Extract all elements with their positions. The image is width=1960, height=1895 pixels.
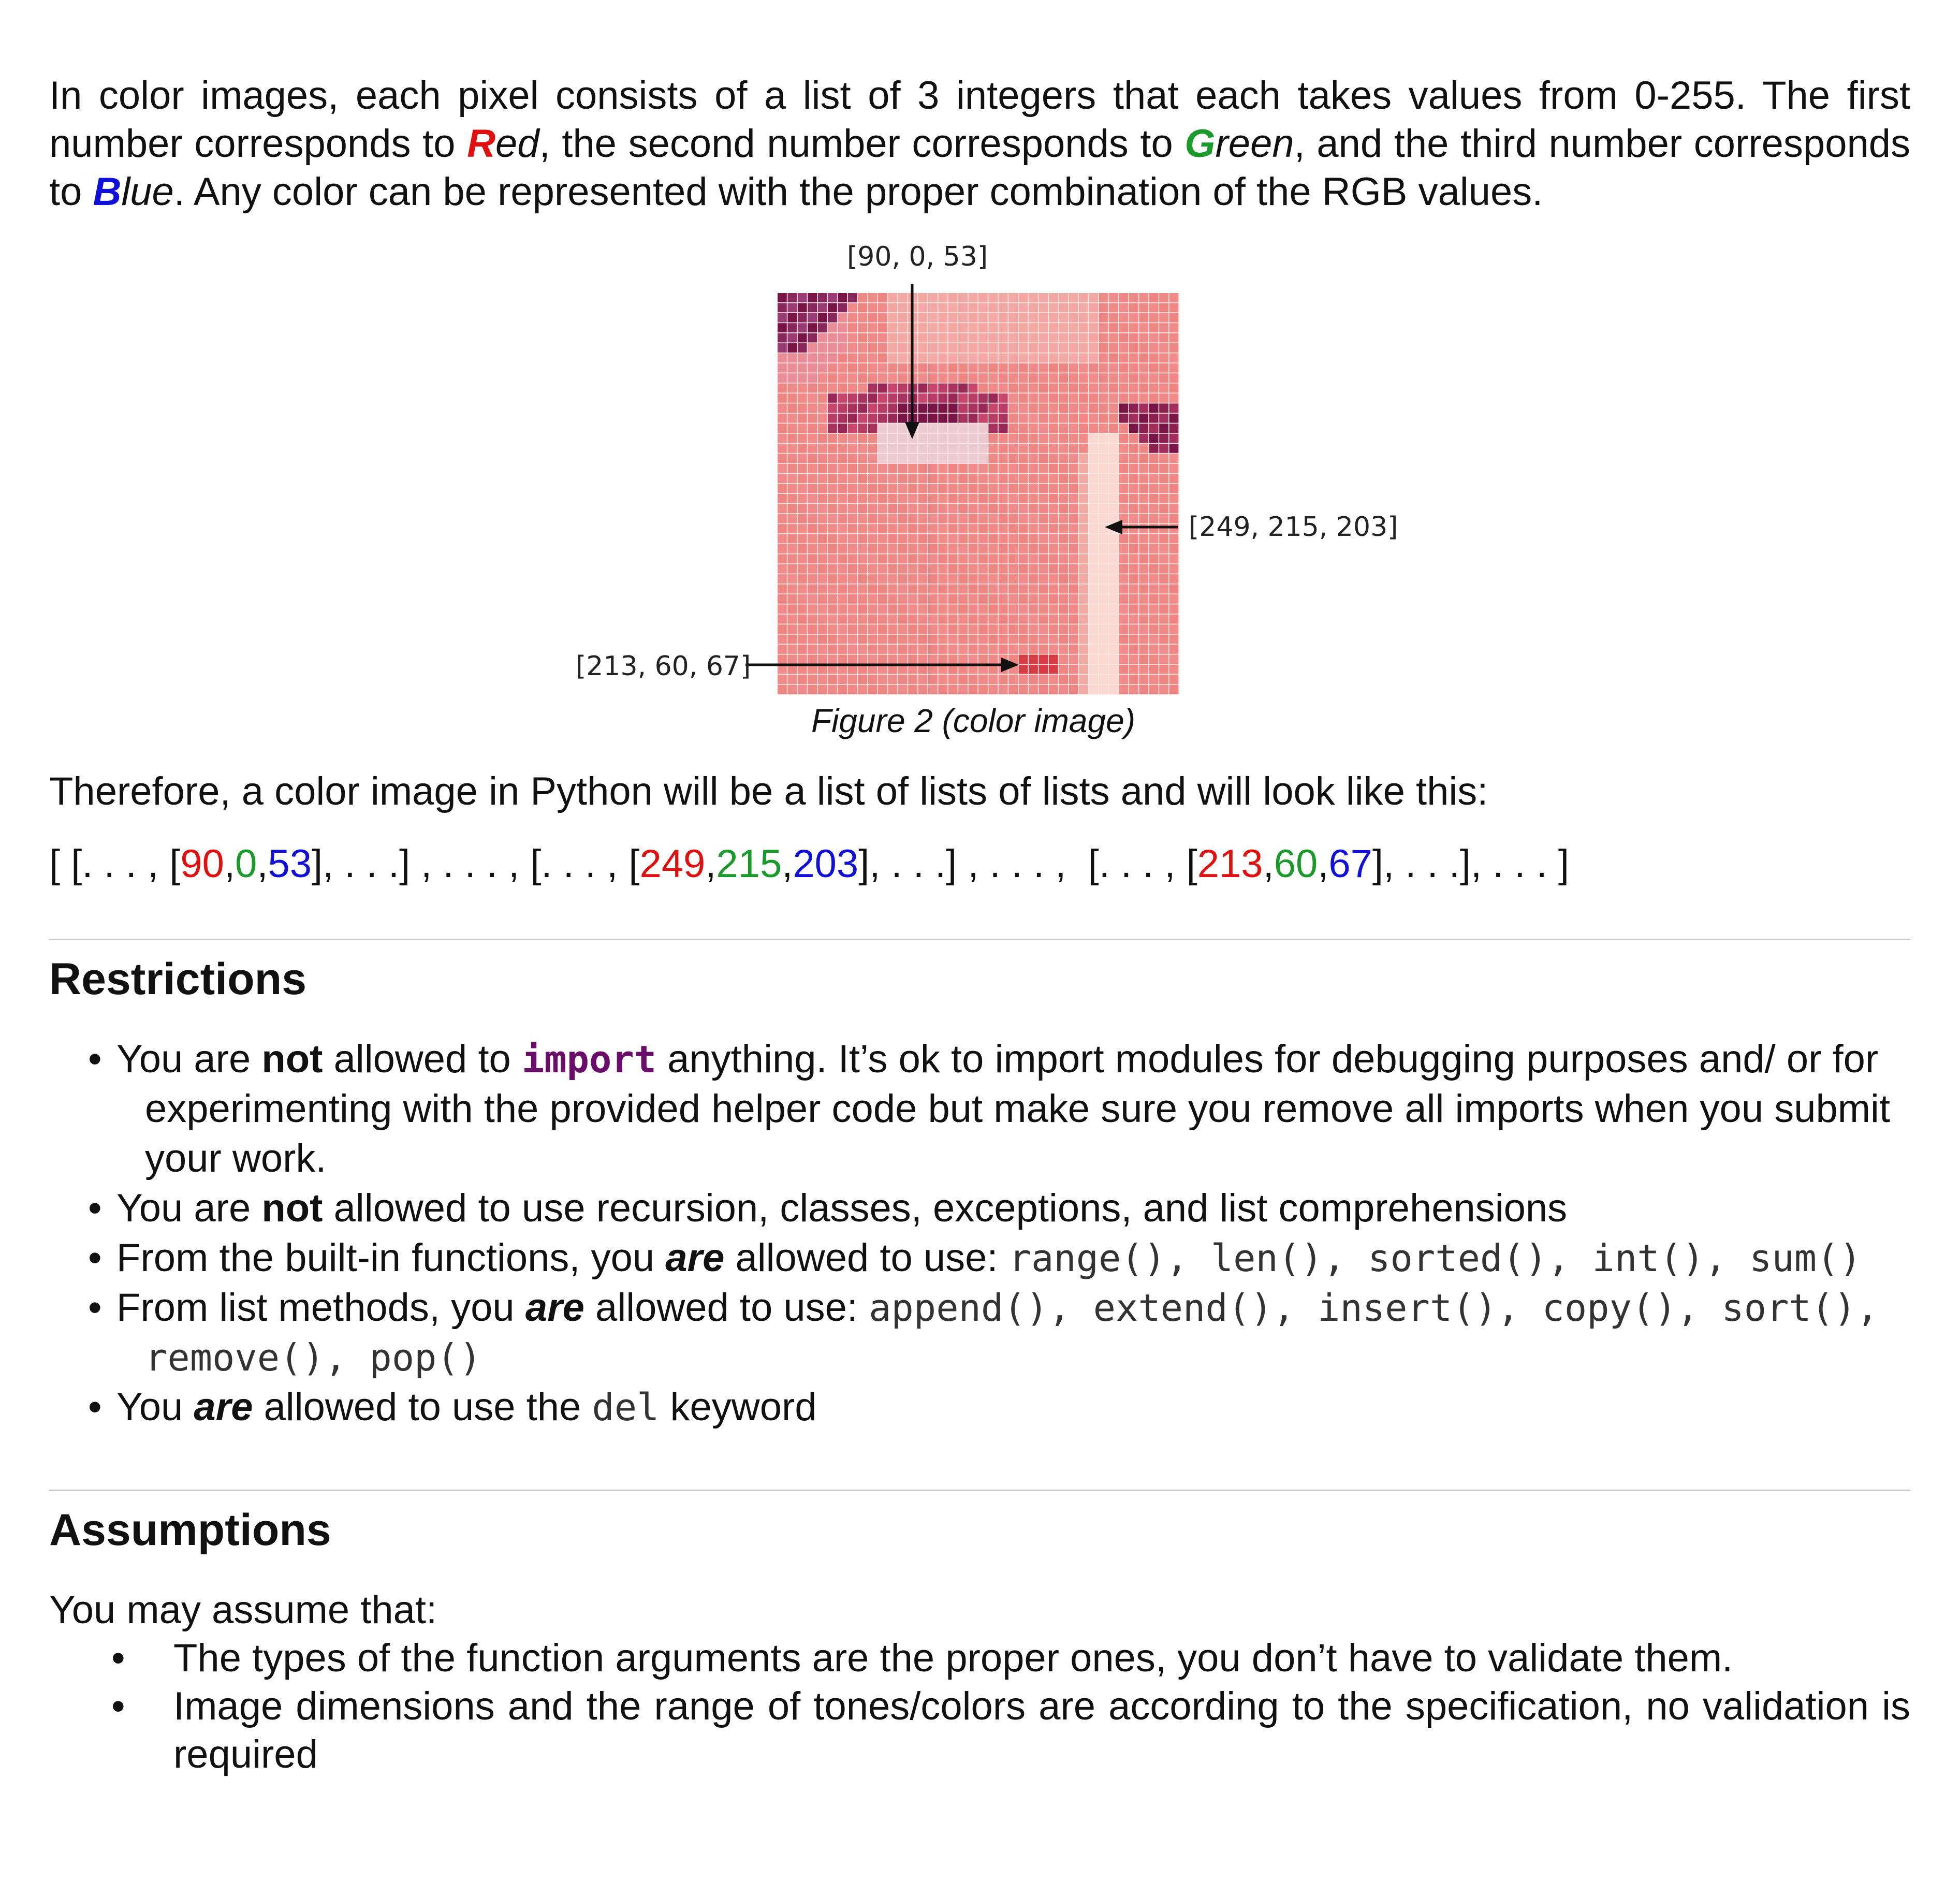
example-comma: , [224,842,236,886]
assumptions-heading: Assumptions [49,1505,331,1555]
example-b-red: 249 [639,842,706,886]
example-comma: , [1318,842,1329,886]
example-b-green: 215 [716,842,782,886]
example-part-3: ], . . .] , . . . , [. . . , [ [858,842,1197,886]
item-text: keyword [659,1385,817,1429]
example-comma: , [782,842,793,886]
item-emphasis: are [194,1385,253,1429]
figure-arrows [0,0,1960,777]
assumption-item: • The types of the function arguments are the proper ones, you don’t have to validate them. [104,1634,1910,1682]
item-text: allowed to use the [253,1385,592,1429]
assumptions-lead: You may assume that: [49,1588,437,1632]
example-c-red: 213 [1197,842,1263,886]
restrictions-heading: Restrictions [49,954,307,1004]
label-top-pixel: [90, 0, 53] [847,241,988,272]
example-part-2: ], . . .] , . . . , [. . . , [ [312,842,640,886]
assumptions-list [104,1634,1910,1779]
divider [49,1490,1910,1491]
item-text: allowed to use: [584,1286,869,1330]
divider [49,939,1910,940]
item-text: allowed to [323,1037,522,1081]
example-a-blue: 53 [268,842,312,886]
example-a-green: 0 [235,842,257,886]
example-comma: , [705,842,716,886]
example-b-blue: 203 [793,842,859,886]
red-initial: R [467,122,496,166]
label-right-pixel: [249, 215, 203] [1189,512,1398,543]
intro-text-3: , and the third number corresponds to [49,122,1911,214]
item-text: You are [116,1186,262,1230]
item-text: From list methods, you [116,1286,525,1330]
green-initial: G [1184,122,1216,166]
example-c-green: 60 [1274,842,1318,886]
arrowhead-right [1105,520,1122,534]
label-left-pixel: [213, 60, 67] [576,651,751,682]
restriction-item [104,1034,1910,1184]
example-part-1: [ [. . . , [ [49,842,181,886]
therefore-text: Therefore, a color image in Python will be a list of lists of lists and will look like this: [49,769,1488,813]
example-c-blue: 67 [1328,842,1372,886]
item-text: allowed to use recursion, classes, exceptions, and list comprehensions [323,1186,1568,1230]
item-emphasis: are [525,1286,584,1330]
assumption-item: • Image dimensions and the range of tones/colors are according to the specification, no validation is required [104,1682,1910,1779]
arrowhead-left [1001,658,1019,672]
intro-text-4: . Any color can be represented with the proper combination of the RGB values. [173,170,1543,214]
green-rest: reen [1215,122,1294,166]
item-code: range(), len(), sorted(), int(), sum() [1008,1236,1862,1280]
figure-caption: Figure 2 (color image) [811,702,1135,739]
example-a-red: 90 [180,842,224,886]
import-keyword: import [521,1038,657,1081]
item-text: allowed to use: [724,1236,1009,1280]
item-emphasis: not [261,1186,323,1230]
intro-text-2: , the second number corresponds to [539,122,1185,166]
item-code: append(), extend(), insert(), copy(), sort(), remove(), pop() [145,1286,1879,1379]
item-emphasis: are [665,1236,725,1280]
intro-text-1: In color images, each pixel consists of a list of 3 integers that each takes values from 0-255. The first number corresponds to [49,74,1910,166]
blue-rest: lue [121,170,174,214]
item-emphasis: not [261,1037,323,1081]
blue-initial: B [93,170,122,214]
example-comma: , [1263,842,1274,886]
restriction-item [104,1233,1910,1283]
restriction-item [104,1184,1910,1233]
item-text: You [116,1385,194,1429]
example-list [49,840,1910,888]
restrictions-list [104,1034,1910,1432]
arrowhead-top [905,422,919,439]
item-text: anything. It’s ok to import modules for debugging purposes and/ or for experimenting with the provided helper code but make sure you remove all imports when you submit your work. [145,1037,1891,1180]
red-rest: ed [495,122,539,166]
example-comma: , [257,842,268,886]
example-part-4: ], . . .], . . . ] [1372,842,1569,886]
restriction-item [104,1283,1910,1382]
item-code: del [592,1386,660,1429]
item-text: From the built-in functions, you [116,1236,666,1280]
restriction-item [104,1382,1910,1432]
item-text: You are [116,1037,262,1081]
